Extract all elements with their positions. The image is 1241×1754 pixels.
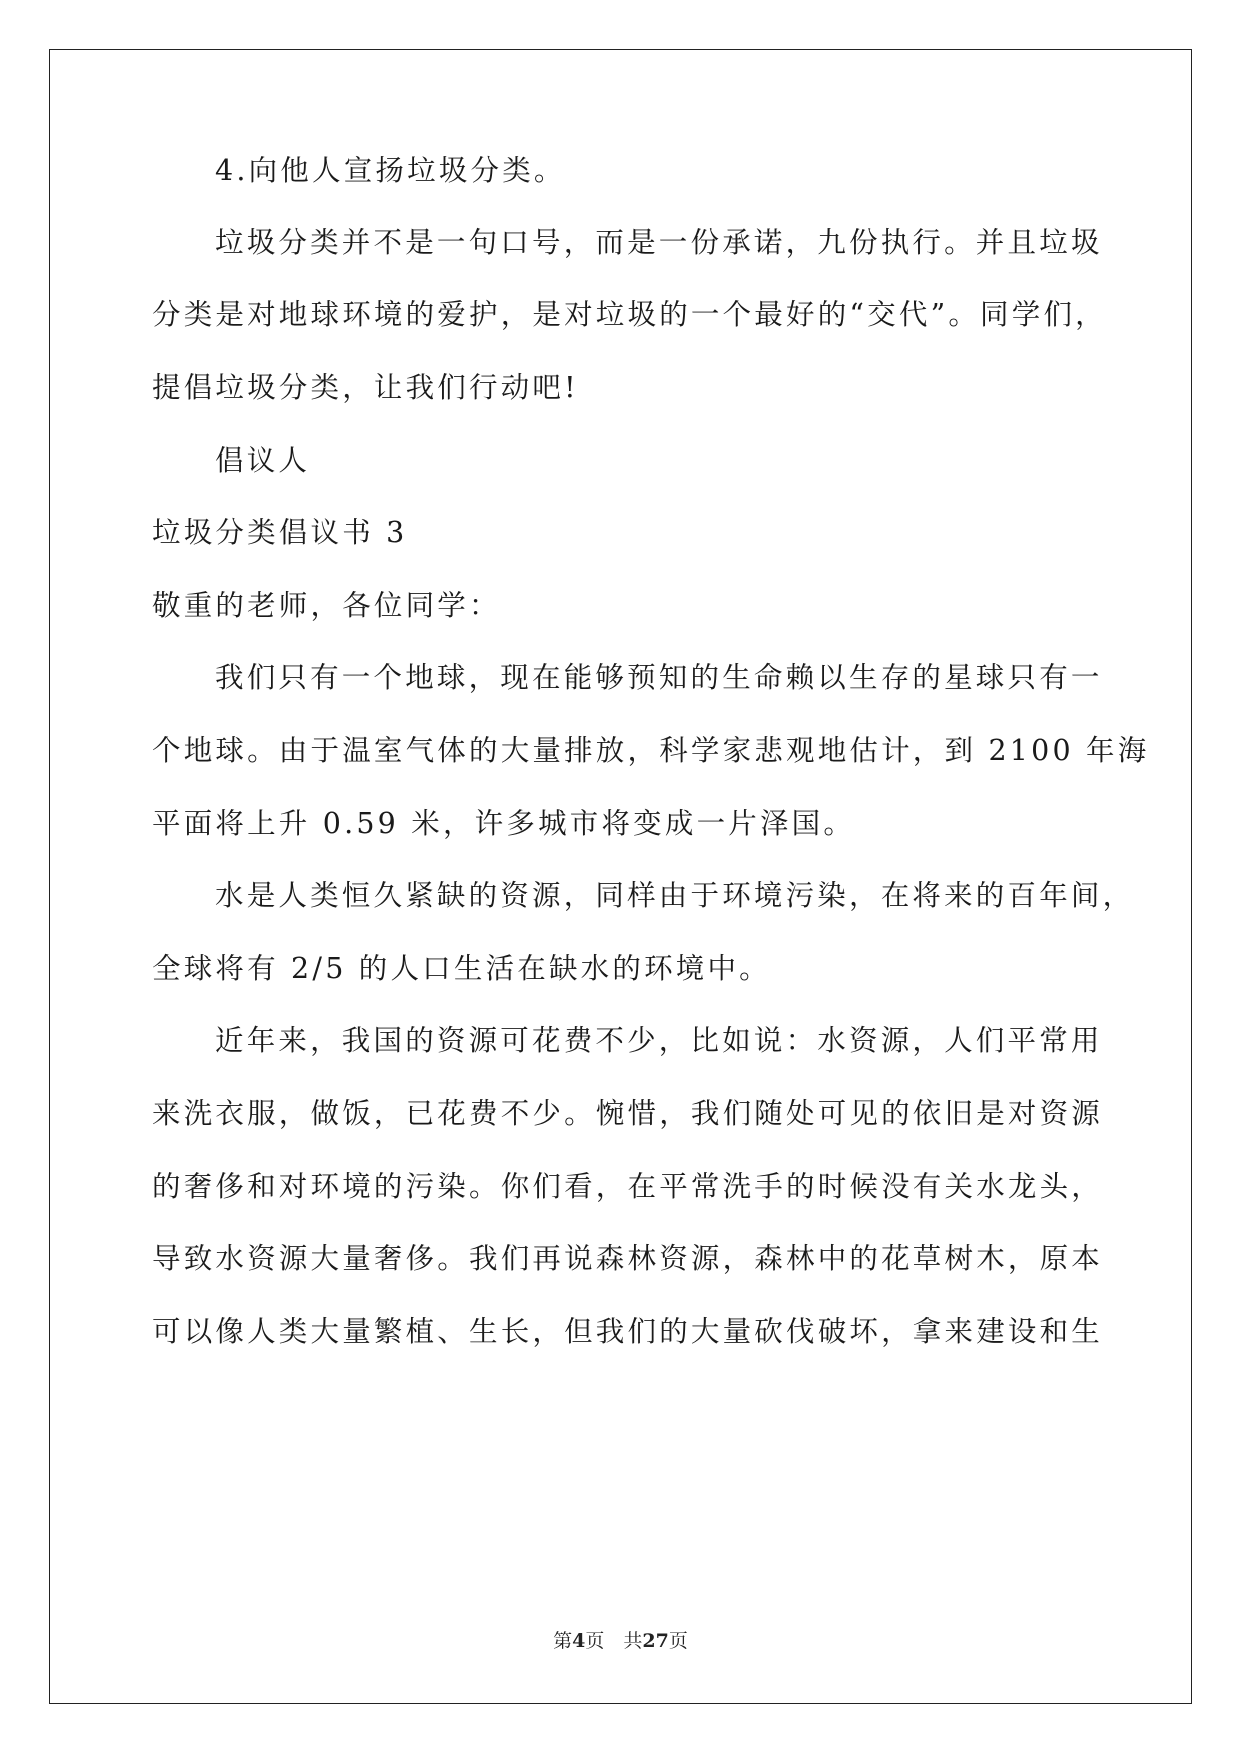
paragraph-line: 提倡垃圾分类，让我们行动吧! (152, 371, 579, 404)
paragraph-line: 垃圾分类并不是一句口号，而是一份承诺，九份执行。并且垃圾 (215, 226, 1103, 259)
paragraph-line: 平面将上升 0.59 米，许多城市将变成一片泽国。 (152, 807, 856, 840)
paragraph-line: 个地球。由于温室气体的大量排放，科学家悲观地估计，到 2100 年海 (152, 734, 1150, 767)
page-suffix: 页 (668, 1630, 688, 1652)
page-mid: 页 共 (585, 1630, 643, 1652)
paragraph-line: 4.向他人宣扬垃圾分类。 (215, 154, 566, 187)
paragraph-line: 水是人类恒久紧缺的资源，同样由于环境污染，在将来的百年间， (215, 879, 1135, 912)
section-title: 垃圾分类倡议书 3 (152, 516, 408, 549)
total-pages: 27 (642, 1630, 669, 1652)
paragraph-line: 分类是对地球环境的爱护，是对垃圾的一个最好的“交代”。同学们， (152, 298, 1107, 331)
paragraph-line: 近年来，我国的资源可花费不少，比如说：水资源，人们平常用 (215, 1024, 1103, 1057)
paragraph-line: 可以像人类大量繁植、生长，但我们的大量砍伐破坏，拿来建设和生 (152, 1315, 1104, 1348)
paragraph-line: 的奢侈和对环境的污染。你们看，在平常洗手的时候没有关水龙头， (152, 1170, 1104, 1203)
page-footer (0, 1632, 1241, 1651)
paragraph-line: 来洗衣服，做饭，已花费不少。惋惜，我们随处可见的依旧是对资源 (152, 1097, 1104, 1130)
paragraph-line: 导致水资源大量奢侈。我们再说森林资源，森林中的花草树木，原本 (152, 1242, 1104, 1275)
salutation: 敬重的老师，各位同学： (152, 589, 501, 622)
page-number: 4 (572, 1630, 586, 1652)
signature-label: 倡议人 (215, 444, 311, 477)
paragraph-line: 我们只有一个地球，现在能够预知的生命赖以生存的星球只有一 (215, 661, 1103, 694)
page-prefix: 第 (553, 1630, 573, 1652)
paragraph-line: 全球将有 2/5 的人口生活在缺水的环境中。 (152, 952, 771, 985)
